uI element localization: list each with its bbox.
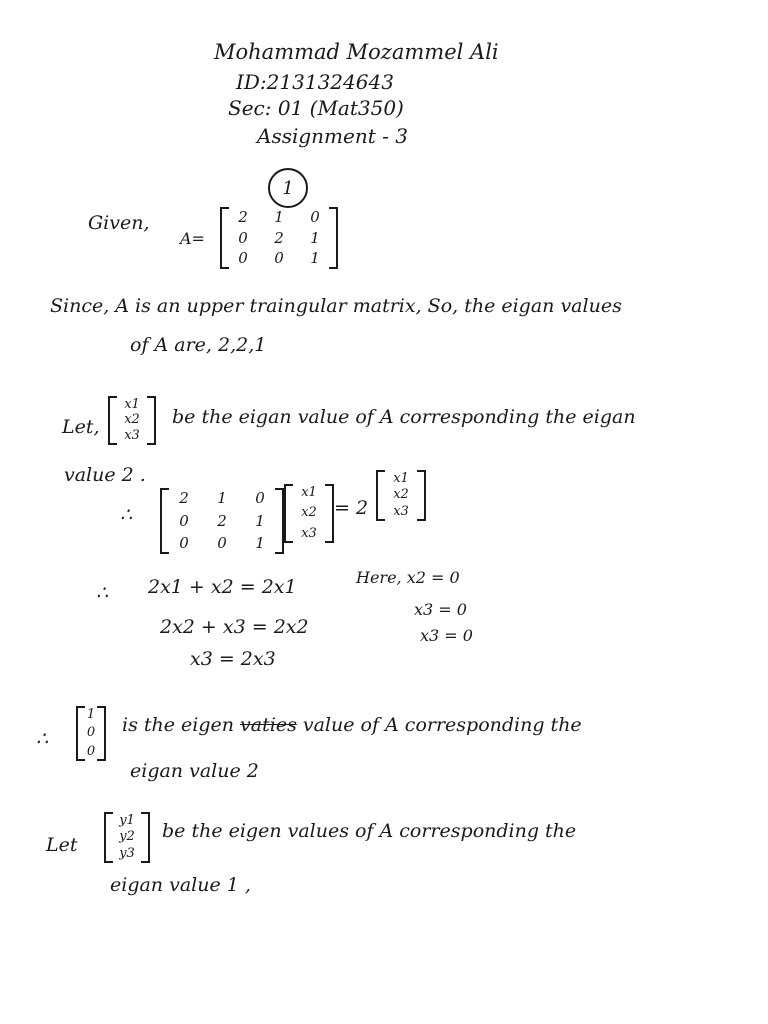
matrix-entry: 2: [217, 511, 227, 530]
conclusion-text-b: value of A corresponding the: [302, 714, 582, 736]
matrix-entry: x2: [124, 412, 140, 428]
matrix-entry: 2: [274, 228, 284, 247]
therefore-symbol-2: ∴: [96, 582, 109, 604]
matrix-entry: 0: [217, 534, 227, 552]
matrix-entry: 0: [238, 249, 248, 267]
matrix-entry: y1: [119, 813, 135, 828]
matrix-entry: 1: [217, 489, 227, 507]
matrix-entry: 0: [255, 489, 265, 507]
conclusion-text-a: [122, 716, 582, 735]
matrix-entry: 0: [86, 725, 96, 741]
matrix-entry: x2: [393, 487, 409, 503]
matrix-entry: x3: [301, 525, 317, 541]
matrix-entry: 1: [310, 249, 320, 267]
eigenvector-y: [104, 812, 150, 863]
let-label-1: Let,: [62, 416, 100, 438]
matrix-entry: 1: [255, 511, 265, 530]
solution-x3-repeat: x3 = 0: [420, 626, 473, 645]
matrix-entry: 2: [179, 489, 189, 507]
section-label: Sec: 01 (Mat350): [228, 96, 404, 120]
let-text-1: be the eigan value of A corresponding the eigan: [172, 406, 636, 428]
matrix-entry: y3: [119, 845, 135, 861]
equation-matrix: [160, 488, 284, 554]
matrix-entry: 1: [86, 707, 96, 722]
equation-line-2: 2x2 + x3 = 2x2: [160, 616, 309, 638]
solution-x2: Here, x2 = 0: [356, 568, 460, 587]
equation-line-3: x3 = 2x3: [190, 648, 276, 670]
eigenvector-x: [108, 396, 156, 445]
matrix-entry: x2: [301, 505, 317, 521]
let-text-2: be the eigen values of A corresponding the: [162, 820, 577, 842]
matrix-entry: 0: [179, 534, 189, 552]
student-id: ID:2131324643: [236, 70, 394, 94]
therefore-symbol-3: ∴: [36, 728, 49, 750]
matrix-a: [220, 207, 338, 269]
matrix-entry: x1: [124, 397, 140, 412]
equation-line-1: 2x1 + x2 = 2x1: [148, 576, 297, 598]
question-number: 1: [282, 177, 294, 199]
let-text-2b: eigan value 1 ,: [110, 874, 251, 896]
matrix-entry: 1: [274, 208, 284, 226]
conclusion-text-2: eigan value 2: [130, 760, 259, 782]
since-line-2: of A are, 2,2,1: [130, 334, 267, 356]
assignment-title: Assignment - 3: [257, 124, 408, 148]
equation-vector: [284, 484, 334, 543]
matrix-entry: x3: [124, 427, 140, 443]
matrix-entry: 0: [179, 511, 189, 530]
matrix-entry: 0: [274, 249, 284, 267]
equation-equals: = 2: [334, 497, 369, 519]
equation-rhs-vector: [376, 470, 426, 521]
matrix-entry: 1: [310, 228, 320, 247]
matrix-entry: x1: [393, 471, 409, 486]
matrix-entry: 1: [255, 534, 265, 552]
matrix-entry: 0: [310, 208, 320, 226]
question-number-circle: [268, 168, 308, 208]
therefore-symbol-1: ∴: [120, 504, 133, 526]
matrix-entry: x1: [301, 485, 317, 500]
student-name: Mohammad Mozammel Ali: [214, 40, 499, 64]
matrix-a-label: A=: [180, 229, 205, 248]
since-line-1: Since, A is an upper traingular matrix, So, the eigan values: [50, 295, 622, 317]
let-label-2: Let: [46, 834, 78, 856]
matrix-entry: 0: [86, 743, 96, 759]
matrix-entry: y2: [119, 829, 135, 845]
conclusion-text-a-part: is the eigen: [122, 714, 234, 736]
matrix-entry: 2: [238, 208, 248, 226]
let-text-1b: value 2 .: [64, 464, 146, 486]
matrix-entry: 0: [238, 228, 248, 247]
given-label: Given,: [88, 212, 150, 234]
struck-out-word: vaties: [240, 714, 297, 736]
solution-x3: x3 = 0: [414, 600, 467, 619]
matrix-entry: x3: [393, 503, 409, 519]
eigenvector-e1: [76, 706, 106, 761]
